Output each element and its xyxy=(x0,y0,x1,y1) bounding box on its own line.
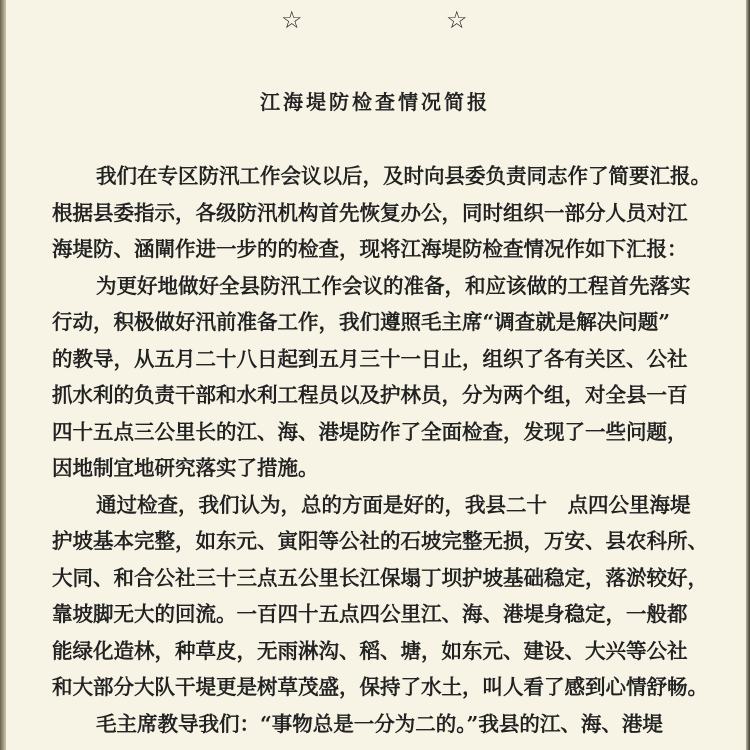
text-line: 大同、和合公社三十三点五公里长江保塌丁坝护坡基础稳定，落淤较好， xyxy=(52,565,708,590)
text-line: 我们在专区防汛工作会议以后，及时向县委负责同志作了简要汇报。 xyxy=(96,164,711,188)
star-icon: ☆ xyxy=(281,6,303,34)
text-line: 靠坡脚无大的回流。一百四十五点四公里江、海、港堤身稳定，一般都 xyxy=(52,602,688,626)
text-line: 抓水利的负责干部和水利工程员以及护林员，分为两个组，对全县一百 xyxy=(52,383,688,407)
text-line: 根据县委指示，各级防汛机构首先恢复办公，同时组织一部分人员对江 xyxy=(52,200,688,225)
text-line: 四十五点三公里长的江、海、港堤防作了全面检查，发现了一些问题， xyxy=(52,419,688,444)
text-line: 和大部分大队干堤更是树草茂盛，保持了水土，叫人看了感到心情舒畅。 xyxy=(52,675,708,699)
body-text xyxy=(52,158,724,742)
text-line: 为更好地做好全县防汛工作会议的准备，和应该做的工程首先落实 xyxy=(96,273,691,298)
text-line: 护坡基本完整，如东元、寅阳等公社的石坡完整无损，万安、县农科所、 xyxy=(52,529,708,553)
text-line: 的教导，从五月二十八日起到五月三十一日止，组织了各有关区、公社 xyxy=(52,346,688,371)
text-line: 毛主席教导我们：“事物总是一分为二的。”我县的江、海、港堤 xyxy=(96,711,663,736)
document-title: 江海堤防检查情况简报 xyxy=(260,90,490,114)
text-line: 因地制宜地研究落实了措施。 xyxy=(52,456,319,480)
text-line: 能绿化造林，种草皮，无雨淋沟、稻、塘，如东元、建设、大兴等公社 xyxy=(52,638,688,663)
star-icon: ☆ xyxy=(446,6,468,34)
header-stars xyxy=(0,6,750,38)
text-line: 海堤防、涵閘作进一步的的检查，现将江海堤防检查情况作如下汇报： xyxy=(52,237,688,261)
text-line: 行动，积极做好汛前准备工作，我们遵照毛主席“调查就是解决问题” xyxy=(52,310,671,334)
text-line: 通过检查，我们认为，总的方面是好的，我县二十 点四公里海堤 xyxy=(96,492,691,517)
